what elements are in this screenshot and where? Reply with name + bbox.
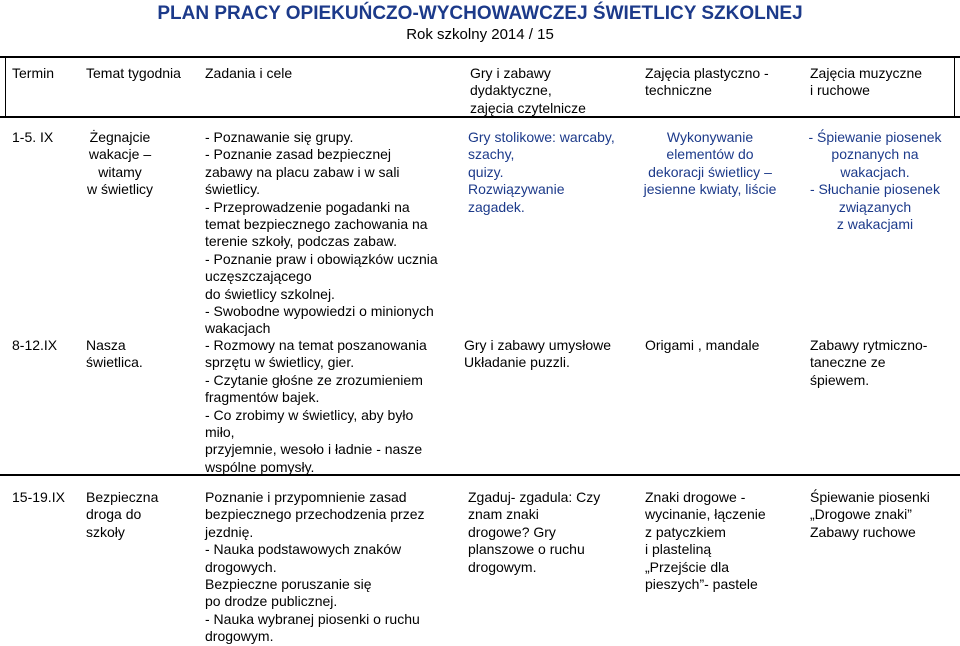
row-gry: Gry stolikowe: warcaby, szachy, quizy. Rozwiązywanie zagadek.: [468, 129, 615, 215]
row-separator: [0, 474, 960, 476]
row-muzyczne: Śpiewanie piosenki „Drogowe znaki” Zabawy ruchowe: [810, 489, 930, 540]
row-termin: 15-19.IX: [12, 489, 65, 505]
column-divider: [954, 57, 955, 117]
column-header-termin: Termin: [12, 65, 55, 81]
page-title: PLAN PRACY OPIEKUŃCZO-WYCHOWAWCZEJ ŚWIETLICY SZKOLNEJ: [157, 3, 803, 24]
page-subtitle: Rok szkolny 2014 / 15: [406, 26, 554, 43]
row-temat: Żegnajcie wakacje – witamy w świetlicy: [86, 129, 154, 198]
row-zadania: Poznanie i przypomnienie zasad bezpiecznego przechodzenia przez jezdnię. - Nauka podstawowych znaków drogowych. Bezpieczne poruszanie się po drodze publicznej. - Nauka wybranej piosenki o ruchu drogowym.: [205, 489, 425, 645]
column-header-muzyczne: Zajęcia muzyczne i ruchowe: [810, 65, 923, 99]
row-plastyczne: Znaki drogowe - wycinanie, łączenie z patyczkiem i plasteliną „Przejście dla pieszych”- pastele: [645, 489, 766, 593]
row-temat: Bezpieczna droga do szkoły: [86, 489, 159, 540]
row-gry: Zgaduj- zgadula: Czy znam znaki drogowe? Gry planszowe o ruchu drogowym.: [468, 489, 601, 575]
row-gry: Gry i zabawy umysłowe Układanie puzzli.: [464, 337, 612, 371]
column-header-zadania: Zadania i cele: [205, 65, 293, 81]
row-zadania: - Poznawanie się grupy. - Poznanie zasad bezpiecznej zabawy na placu zabaw i w sali świetlicy. - Przeprowadzenie pogadanki na temat bezpiecznego zachowania na terenie szkoły, podczas zabaw. - Poznanie praw i obowiązków ucznia uczęszczającego do świetlicy szkolnej. - Swobodne wypowiedzi o minionych wakacjach: [205, 129, 438, 337]
table-top-border: [0, 56, 960, 58]
row-termin: 1-5. IX: [12, 129, 54, 145]
row-plastyczne: Wykonywanie elementów do dekoracji świetlicy – jesienne kwiaty, liście: [643, 129, 777, 198]
row-plastyczne: Origami , mandale: [645, 337, 760, 353]
row-termin: 8-12.IX: [12, 337, 58, 353]
column-header-gry: Gry i zabawy dydaktyczne, zajęcia czytelnicze: [470, 65, 586, 116]
column-header-plastyczne: Zajęcia plastyczno - techniczne: [645, 65, 769, 99]
row-muzyczne: Zabawy rytmiczno- taneczne ze śpiewem.: [810, 337, 928, 388]
row-temat: Nasza świetlica.: [86, 337, 143, 371]
column-header-temat: Temat tygodnia: [86, 65, 181, 81]
row-muzyczne: - Śpiewanie piosenek poznanych na wakacjach. - Słuchanie piosenek związanych z wakacjami: [808, 129, 942, 233]
column-divider: [5, 57, 6, 117]
row-zadania: - Rozmowy na temat poszanowania sprzętu w świetlicy, gier. - Czytanie głośne ze zrozumieniem fragmentów bajek. - Co zrobimy w świetlicy, aby było miło, przyjemnie, wesoło i ładnie - nasze wspólne pomysły.: [205, 337, 427, 475]
